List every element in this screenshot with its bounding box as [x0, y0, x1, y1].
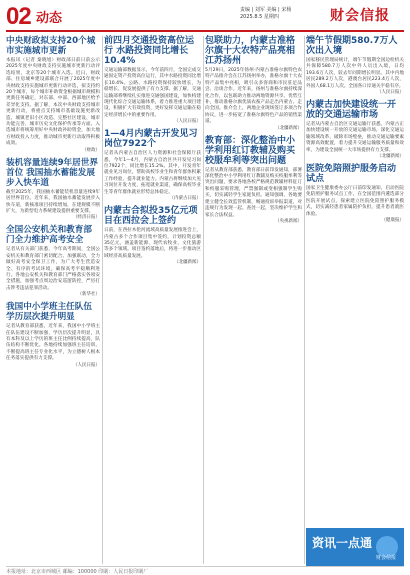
article-source: （北疆新闻） — [275, 125, 302, 131]
article — [104, 129, 201, 202]
article-title: 中央财政拟支持20个城市实施城市更新 — [6, 36, 96, 56]
article — [104, 36, 201, 125]
header-rule — [6, 30, 404, 32]
article-body: 5月29日，2025年扬州·内蒙古准格尔旗特色农特产品推介会在江苏扬州举办，准格尔旗十大农特产品集中亮相，吸引众多客商和市民驻足品尝、洽谈合作。近年来，扬州与准格尔旗持续深化合作，以包联助力推动两地资源共享、优势互补，推动准格尔旗优质农畜产品走出内蒙古、走向全国。推介会上，两地企业现场签订多项合作协议，进一步拓宽了准格尔旗特色产品的销售渠道。 — [205, 68, 302, 125]
promo-title: 资讯一点通 — [312, 536, 373, 550]
article-source: （北疆新闻） — [174, 260, 201, 266]
article — [306, 164, 404, 224]
article — [205, 136, 302, 225]
page-header — [0, 0, 410, 34]
article-title: 包联助力，内蒙古准格尔旗十大农特产品亮相江苏扬州 — [205, 36, 296, 66]
article-source: （新华社） — [77, 292, 100, 298]
article — [6, 158, 100, 222]
article-title: 装机容量连续9年居世界首位 我国抽水蓄能发展步入快车道 — [6, 157, 98, 188]
article-body: 记者从有关部门获悉，今年高考期间，全国公安机关和教育部门密切配合、加强联动，全力做好高考安全保卫工作，为广大考生营造安全、有序的考试环境，确保高考平稳顺利进行。各地公安机关和教育部门严格落实各项安全措施，加强考点周边治安巡逻防控，严厉打击涉考违法犯罪活动。 — [6, 247, 100, 291]
article-body: 记者从教育部获悉，教育部日前印发通知，部署深化整治中小学利用红订教辅及购买校服牟利等突出问题，要求各地各校严格规范教辅材料征订和校服采购管理，严禁强制或变相强制学生购买，切实减轻学生家庭负担。通知强调，各地要建立健全长效监管机制，畅通投诉举报渠道，对违规行为发现一起、查处一起，坚决维护学生和家长合法权益。 — [205, 167, 302, 218]
article-body: 本报讯（记者 秦晓旭）财政部日前日前公示2025年度中央财政支持实施城市更新行动评选结果，北京等20个城市入选。近日，财政部、住房城乡建设部联合开展了2025年度中央财政支持实施城市更新行动评选，拟支持约20个城市，每个城市补助资金根据城市规模和更新任务确定，对东部、中部、西部地区给予差异化支持。据了解，本次中央财政支持城市更新行动，将重点支持城市基础设施更新改造、城镇老旧小区改造、完整社区建设、城市功能完善、城市历史文化保护传承等方面。入选城市将统筹用好中央财政补助资金，加大地方财政投入力度，推动城市更新行动取得积极成效。 — [6, 58, 100, 147]
article-body: 国家移民管理局统计，端午节假期全国边检机关共保障580.7万人次中外人员出入境，日均193.6万人次，较去年同期增长明显。其中内地居民289.2万人次，港澳台居民223.4万人次，外国人68.1万人次。全国各口岸通关平稳有序。 — [306, 58, 404, 89]
header-meta — [240, 7, 291, 21]
column-divider — [102, 36, 103, 564]
article — [306, 100, 404, 160]
header-meta-line-1: 责编 | 刘军 美编 | 宋杨 — [240, 7, 292, 13]
article-title: 端午节假期580.7万人次出入境 — [306, 36, 398, 56]
article — [306, 36, 404, 96]
promo-banner — [306, 528, 404, 566]
article-title: 1—4月内蒙古开发见习岗位7922个 — [104, 129, 198, 150]
column-1 — [6, 36, 100, 373]
article — [6, 225, 100, 298]
article-body: 记者从教育部获悉，近年来，我国中小学班主任队伍建设不断加强，学历层次提升明显，具有本科及以上学历的班主任比例持续提高，队伍结构不断优化。各地持续加强班主任培训，不断提高班主任专业化水平，为立德树人根本任务落实提供有力支撑。 — [6, 324, 100, 362]
article-body: 记者从内蒙古自治区人力资源和社会保障厅获悉，今年1—4月，内蒙古自治区共开发见习岗位7922个，同比增长15.2%。其中，开发青年就业见习岗位，帮助高校毕业生和青年群体积累工作经验、提升就业能力。内蒙古将继续加大见习岗位开发力度，拓宽就业渠道，确保高校毕业生等青年群体就业形势总体稳定。 — [104, 151, 201, 195]
section-title: 动态 — [36, 11, 63, 26]
article-body: 日前，在西拉木伦河流域高质量发展推进会上，内蒙古多个合作项目集中签约，计划投资总额35亿元，涵盖新能源、现代农牧业、文化旅游等多个领域。项目签约落地后，将进一步推动区域经济高质量发展。 — [104, 228, 201, 259]
article-source: （内蒙古日报） — [169, 196, 201, 202]
article — [6, 302, 100, 368]
article-source: （经济日报） — [73, 215, 100, 221]
article-source: （财政） — [82, 147, 100, 153]
article-body: 截至2025年，我国抽水蓄能装机容量连续9年居世界首位。近年来，我国抽水蓄能发展步入快车道，新核准项目持续增加，在建规模不断扩大，为新型电力系统建设提供重要支撑。 — [6, 189, 100, 214]
column-4 — [306, 36, 404, 228]
promo-brand: 财会信报 — [376, 555, 397, 561]
article-body: 国家卫生健康委办公厅日前印发通知，启动医院免陪照护服务试点工作，在全国范围内遴选部分医院开展试点，探索建立医院免陪照护服务模式，切实减轻患者家属陪护负担，提升患者就医体验。 — [306, 186, 404, 217]
article-title: 全国公安机关和教育部门全力维护高考安全 — [6, 225, 92, 246]
article-source: （健康报） — [381, 218, 404, 224]
article-body: 记者从内蒙古自治区交通运输厅获悉，内蒙古正加快建设统一开放的交通运输市场，深化交通运输领域改革，破除市场壁垒，推动交通运输要素资源高效配置，着力提升交通运输服务质量和效率，为建设全国统一大市场提供有力支撑。 — [306, 122, 404, 153]
article — [205, 36, 302, 132]
column-3 — [205, 36, 302, 229]
article-source: （人民日报） — [174, 119, 201, 125]
article-source: （央视新闻） — [275, 218, 302, 224]
column-divider — [304, 36, 305, 564]
article-source: （人民日报） — [377, 90, 404, 96]
page-footer: 本报地址：北京市西城区 邮编：100000 印刷：人民日报印刷厂 — [6, 566, 404, 575]
newspaper-logo: 财会信报 — [330, 8, 390, 24]
header-meta-line-2: 2025.8.5 星期四 — [240, 14, 279, 20]
article-title: 内蒙古加快建设统一开放的交通运输市场 — [306, 100, 397, 121]
article-source: （北疆新闻） — [377, 154, 404, 160]
article-title: 前四月交通投资高位运行 水路投资同比增长10.4% — [104, 36, 195, 66]
article-title: 内蒙古合拟投35亿元项目在西拉会上签约 — [104, 206, 198, 227]
article-body: 交通运输部数据显示，今年前四月，全国完成交通固定资产投资高位运行，其中水路投资同比增长10.4%。公路、水路投资保持较快增长，为稳增长、促发展提供了有力支撑。据了解，交通运输部将继续扎实推进交通强国建设，加快构建现代化综合交通运输体系，着力推进重大项目建设，积极扩大有效投资，更好发挥交通运输在稳定经济增长中的重要作用。 — [104, 68, 201, 118]
article-title: 医院免陪照护服务启动试点 — [306, 164, 397, 185]
article-title: 教育部：深化整治中小学利用红订教辅及购买校服牟利等突出问题 — [205, 135, 296, 166]
column-divider — [203, 36, 204, 564]
article-title: 我国中小学班主任队伍学历层次提升明显 — [6, 302, 92, 323]
article-source: （人民日报） — [73, 362, 100, 368]
page-number: 02 — [6, 3, 31, 30]
column-2 — [104, 36, 201, 270]
article — [6, 36, 100, 154]
article — [104, 206, 201, 266]
